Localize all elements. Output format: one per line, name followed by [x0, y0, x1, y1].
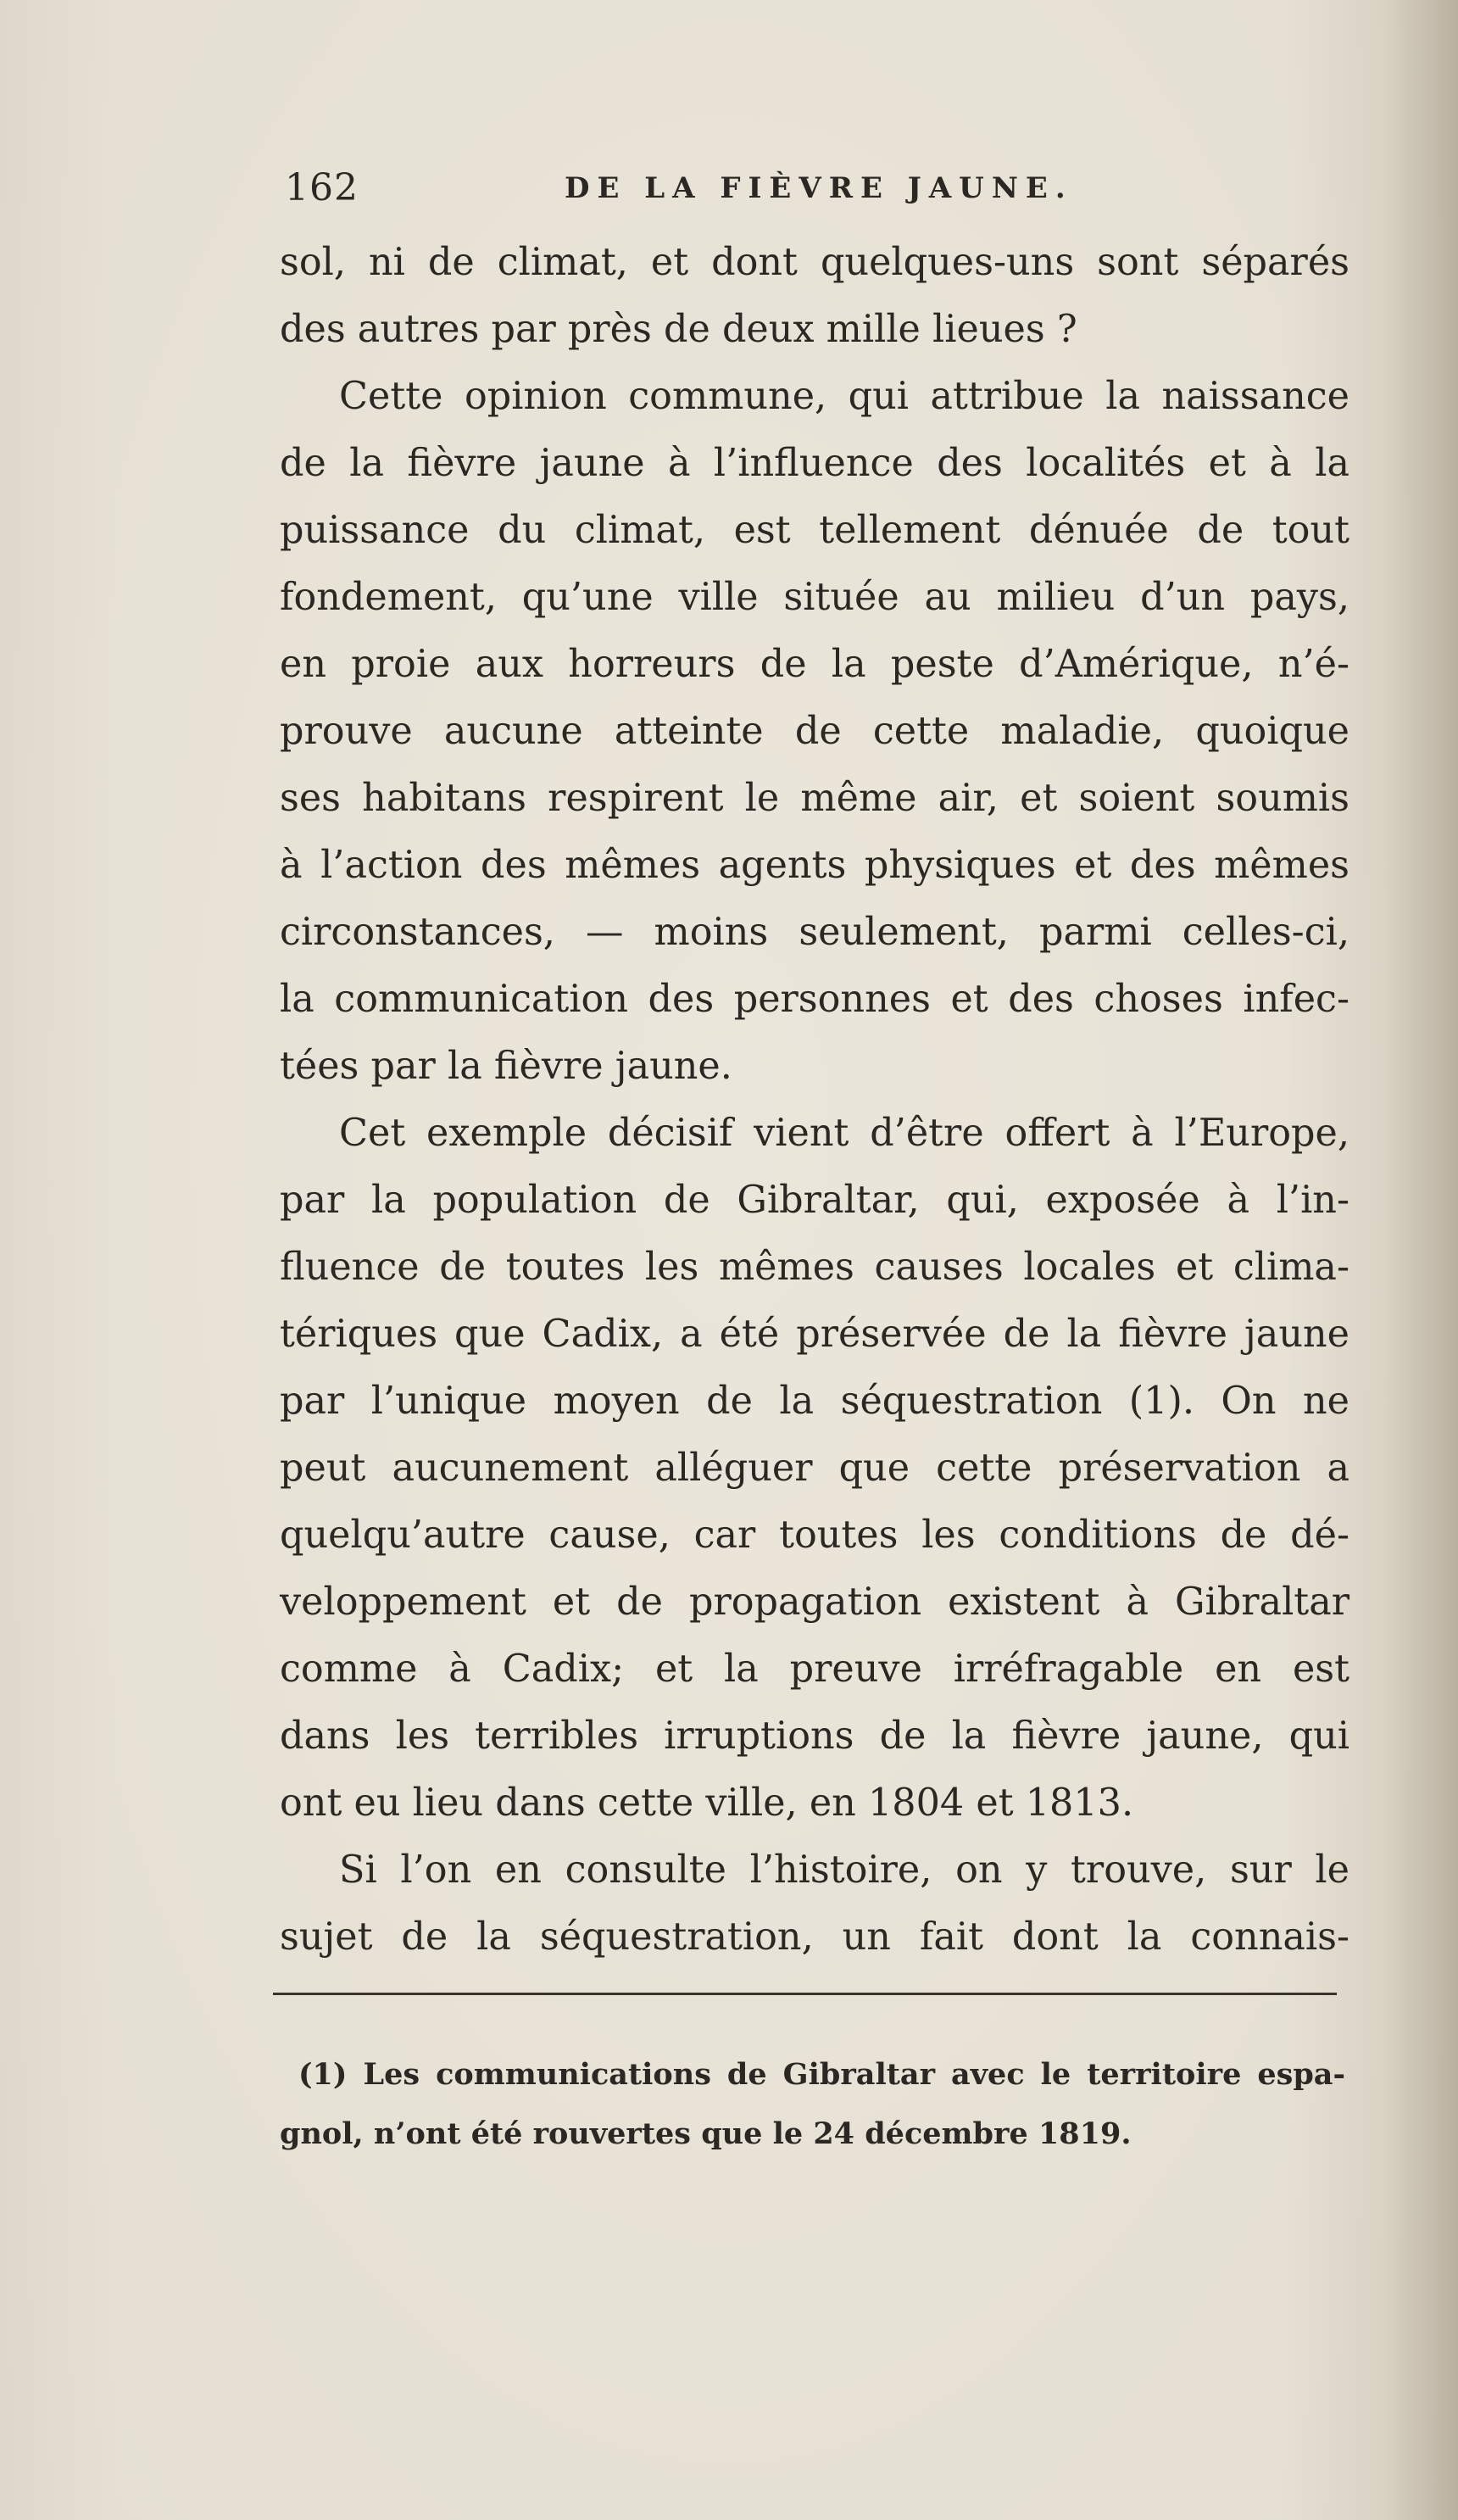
text-line: dans les terribles irruptions de la fièvre jaune, qui	[280, 1714, 1349, 1758]
page-number: 162	[285, 166, 359, 209]
text-line: circonstances, — moins seulement, parmi celles-ci,	[280, 911, 1349, 954]
running-title: DE LA FIÈVRE JAUNE.	[565, 171, 1073, 205]
paragraph-start-line: Cette opinion commune, qui attribue la naissance	[339, 375, 1349, 418]
paragraph-start-line: Si l’on en consulte l’histoire, on y trouve, sur le	[339, 1848, 1349, 1892]
text-line: par la population de Gibraltar, qui, exposée à l’in-	[280, 1179, 1349, 1222]
footnote-rule	[273, 1993, 1337, 1995]
footnote-line: (1) Les communications de Gibraltar avec le territoire espa-	[298, 2057, 1345, 2092]
text-line: tées par la fièvre jaune.	[280, 1045, 732, 1088]
text-line: fondement, qu’une ville située au milieu d’un pays,	[280, 576, 1349, 619]
footnote-line: gnol, n’ont été rouvertes que le 24 décembre 1819.	[280, 2116, 1132, 2151]
text-line: en proie aux horreurs de la peste d’Amérique, n’é-	[280, 643, 1349, 686]
text-line: veloppement et de propagation existent à Gibraltar	[280, 1581, 1349, 1624]
page-gutter-shadow	[1382, 0, 1458, 2520]
text-line: des autres par près de deux mille lieues ?	[280, 308, 1077, 351]
text-line: sol, ni de climat, et dont quelques-uns sont séparés	[280, 241, 1349, 284]
text-line: fluence de toutes les mêmes causes locales et clima-	[280, 1246, 1349, 1289]
text-line: comme à Cadix; et la preuve irréfragable en est	[280, 1647, 1349, 1691]
text-line: peut aucunement alléguer que cette préservation a	[280, 1447, 1349, 1490]
text-line: tériques que Cadix, a été préservée de la fièvre jaune	[280, 1313, 1349, 1356]
footnote	[280, 2045, 1345, 2164]
running-head	[285, 163, 1349, 214]
text-line: à l’action des mêmes agents physiques et des mêmes	[280, 844, 1349, 887]
text-line: de la fièvre jaune à l’influence des localités et à la	[280, 442, 1349, 485]
text-line: ses habitans respirent le même air, et soient soumis	[280, 777, 1349, 820]
text-line: ont eu lieu dans cette ville, en 1804 et 1813.	[280, 1781, 1134, 1825]
text-line: la communication des personnes et des choses infec-	[280, 978, 1349, 1021]
text-line: puissance du climat, est tellement dénuée de tout	[280, 509, 1349, 552]
text-line: quelqu’autre cause, car toutes les conditions de dé-	[280, 1514, 1349, 1557]
text-line: par l’unique moyen de la séquestration (1). On ne	[280, 1380, 1349, 1423]
text-line: prouve aucune atteinte de cette maladie, quoique	[280, 710, 1349, 753]
paragraph-start-line: Cet exemple décisif vient d’être offert à l’Europe,	[339, 1112, 1349, 1155]
body-text	[280, 229, 1349, 1971]
text-line: sujet de la séquestration, un fait dont la connais-	[280, 1915, 1349, 1959]
